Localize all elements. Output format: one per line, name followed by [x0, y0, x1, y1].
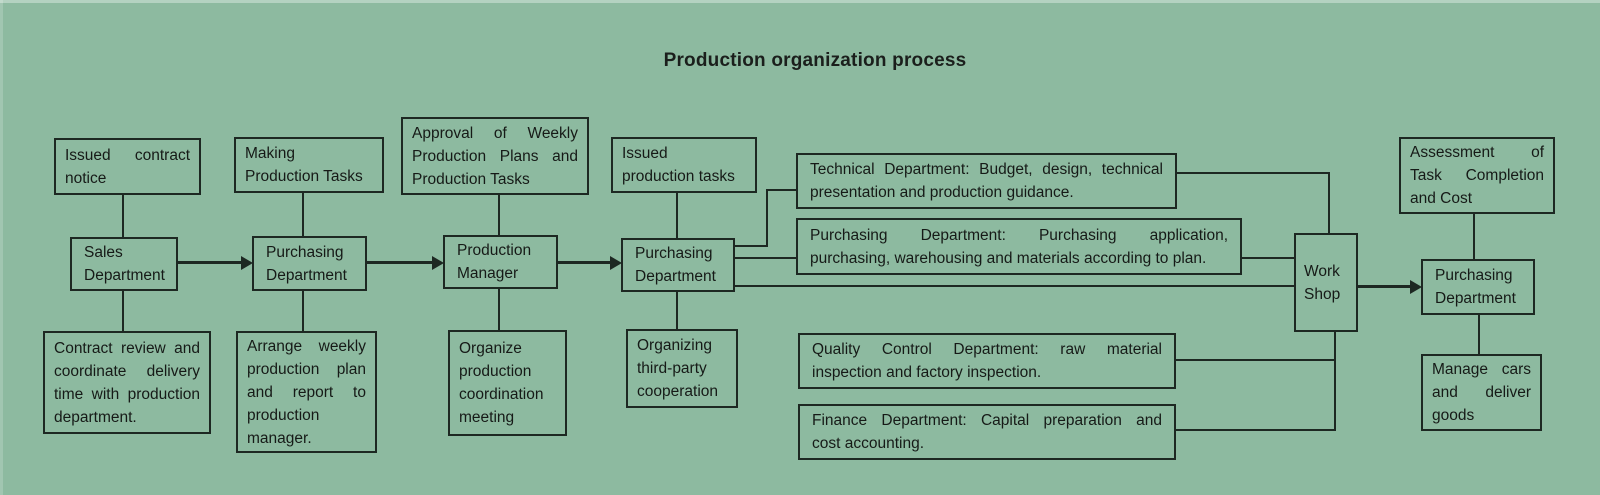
connector-assessment-to-purchasing-right [1473, 213, 1475, 260]
node-making-production-tasks: Making Production Tasks [234, 137, 384, 193]
connector-technical-to-work-shop-seg2 [1328, 172, 1330, 235]
connector-purchasing4-to-purchasing-wide [735, 257, 796, 259]
node-issued-production-tasks: Issued production tasks [611, 137, 757, 193]
connector-purchasing4-to-work-shop [735, 285, 1294, 287]
connector-purchasing4-to-organizing-third [676, 292, 678, 330]
diagram-title: Production organization process [663, 50, 967, 71]
connector-purchasing-wide-to-work-shop [1242, 257, 1294, 259]
node-assessment-task-completion: Assessment of Task Completion and Cost [1399, 137, 1555, 214]
connector-purchasing4-to-technical-seg1 [735, 245, 768, 247]
node-approval-weekly-plans: Approval of Weekly Production Plans and Production Tasks [401, 117, 589, 195]
connector-quality-to-work-shop [1176, 359, 1336, 361]
connector-approval-to-production-manager [498, 195, 500, 236]
node-finance-department: Finance Department: Capital preparation and cost accounting. [798, 404, 1176, 460]
connector-purchasing4-to-technical-seg3 [766, 189, 796, 191]
arrow-sales-to-purchasing2 [178, 261, 241, 264]
connector-purchasing2-to-arrange-weekly [302, 291, 304, 332]
node-issued-contract-notice: Issued contract notice [54, 138, 201, 195]
connector-finance-to-work-shop [1176, 429, 1336, 431]
node-purchasing-department-right: Purchasing Department [1421, 259, 1535, 315]
node-manage-cars-deliver-goods: Manage cars and deliver goods [1421, 354, 1542, 431]
connector-issued-contract-to-sales [122, 195, 124, 238]
node-arrange-weekly-plan: Arrange weekly production plan and report to production manager. [236, 331, 377, 453]
node-quality-control-department: Quality Control Department: raw material inspection and factory inspection. [798, 333, 1176, 389]
connector-making-tasks-to-purchasing2 [302, 193, 304, 237]
connector-sales-to-contract-review [122, 291, 124, 332]
node-purchasing-department-2: Purchasing Department [252, 236, 367, 291]
connector-technical-to-work-shop-seg1 [1177, 172, 1330, 174]
connector-issued-tasks-to-purchasing4 [676, 193, 678, 239]
connector-purchasing-right-to-manage-cars [1478, 314, 1480, 355]
node-work-shop: Work Shop [1294, 233, 1358, 332]
node-organize-coordination-meeting: Organize production coordination meeting [448, 330, 567, 436]
node-technical-department: Technical Department: Budget, design, technical presentation and production guidance. [796, 153, 1177, 209]
node-organizing-third-party: Organizing third-party cooperation [626, 329, 738, 408]
connector-purchasing4-to-technical-seg2 [766, 189, 768, 247]
node-purchasing-department-wide: Purchasing Department: Purchasing application, purchasing, warehousing and materials according to plan. [796, 218, 1242, 275]
node-contract-review: Contract review and coordinate delivery time with production department. [43, 331, 211, 434]
arrow-purchasing2-to-production-manager [367, 261, 432, 264]
arrow-work-shop-to-purchasing-right [1358, 285, 1410, 288]
node-sales-department: Sales Department [70, 237, 178, 291]
node-purchasing-department-4: Purchasing Department [621, 238, 735, 292]
connector-work-shop-down [1334, 331, 1336, 431]
connector-production-manager-to-organize-meeting [498, 289, 500, 331]
arrow-production-manager-to-purchasing4 [558, 261, 610, 264]
node-production-manager: Production Manager [443, 235, 558, 289]
